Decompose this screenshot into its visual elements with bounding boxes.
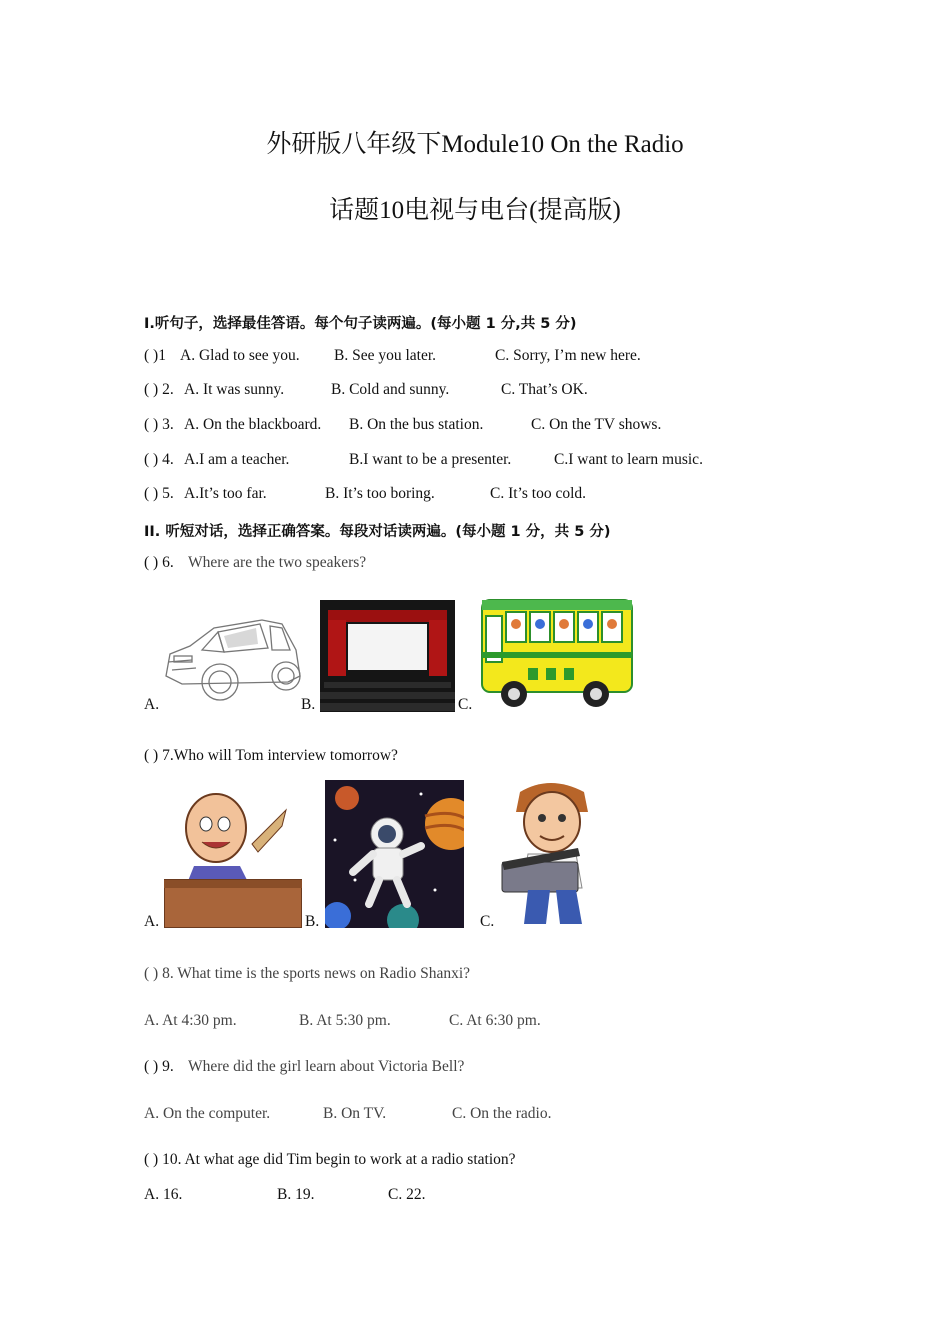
section-2-heading: II. 听短对话，选择正确答案。每段对话读两遍。(每小题 1 分，共 5 分) xyxy=(144,524,611,540)
option-a: A. On the blackboard. xyxy=(184,416,322,433)
question-number: ( ) 2. xyxy=(144,381,174,398)
option-a: A. 16. xyxy=(144,1186,183,1203)
section-1-heading: I.听句子，选择最佳答语。每个句子读两遍。(每小题 1 分,共 5 分) xyxy=(144,316,577,332)
option-c: C. On the radio. xyxy=(452,1105,552,1122)
option-b: B. Cold and sunny. xyxy=(331,381,450,398)
option-a: A. Glad to see you. xyxy=(180,347,300,364)
option-c: C. On the TV shows. xyxy=(531,416,662,433)
option-b: B. At 5:30 pm. xyxy=(299,1012,391,1029)
question-number: ( ) 9. xyxy=(144,1058,174,1075)
question-8: ( ) 8. What time is the sports news on Radio Shanxi? xyxy=(144,965,471,982)
option-b: B.I want to be a presenter. xyxy=(349,451,512,468)
option-a: A.I am a teacher. xyxy=(184,451,290,468)
question-number: ( )1 xyxy=(144,347,166,364)
option-c: C. That’s OK. xyxy=(501,381,588,398)
option-a: A. At 4:30 pm. xyxy=(144,1012,237,1029)
question-7: ( ) 7.Who will Tom interview tomorrow? xyxy=(144,747,398,764)
option-c: C. 22. xyxy=(388,1186,426,1203)
option-b: B. On TV. xyxy=(323,1105,387,1122)
option-c-label: C. xyxy=(458,696,473,713)
option-c-label: C. xyxy=(480,913,495,930)
bus-image xyxy=(476,596,636,712)
question-text: Where are the two speakers? xyxy=(188,554,367,571)
writer-image xyxy=(164,786,302,928)
question-text: Where did the girl learn about Victoria Bell? xyxy=(188,1058,465,1075)
question-number: ( ) 4. xyxy=(144,451,174,468)
question-number: ( ) 5. xyxy=(144,485,174,502)
document-subtitle: 话题10电视与电台(提高版) xyxy=(329,197,621,224)
director-image xyxy=(498,778,602,928)
document-title: 外研版八年级下Module10 On the Radio xyxy=(266,131,684,158)
option-a: A.It’s too far. xyxy=(184,485,267,502)
option-c: C. Sorry, I’m new here. xyxy=(495,347,641,364)
option-b-label: B. xyxy=(301,696,316,713)
option-a-label: A. xyxy=(144,913,160,930)
option-c: C. It’s too cold. xyxy=(490,485,587,502)
cinema-image xyxy=(320,600,455,712)
option-b: B. It’s too boring. xyxy=(325,485,435,502)
astronaut-image xyxy=(325,780,464,928)
question-number: ( ) 3. xyxy=(144,416,174,433)
option-b: B. 19. xyxy=(277,1186,315,1203)
option-c: C. At 6:30 pm. xyxy=(449,1012,541,1029)
question-number: ( ) 6. xyxy=(144,554,174,571)
car-image xyxy=(162,610,304,706)
question-10: ( ) 10. At what age did Tim begin to work at a radio station? xyxy=(144,1151,516,1168)
option-a: A. It was sunny. xyxy=(184,381,285,398)
option-a-label: A. xyxy=(144,696,160,713)
option-b: B. See you later. xyxy=(334,347,437,364)
option-c: C.I want to learn music. xyxy=(554,451,703,468)
option-b: B. On the bus station. xyxy=(349,416,484,433)
option-a: A. On the computer. xyxy=(144,1105,271,1122)
option-b-label: B. xyxy=(305,913,320,930)
